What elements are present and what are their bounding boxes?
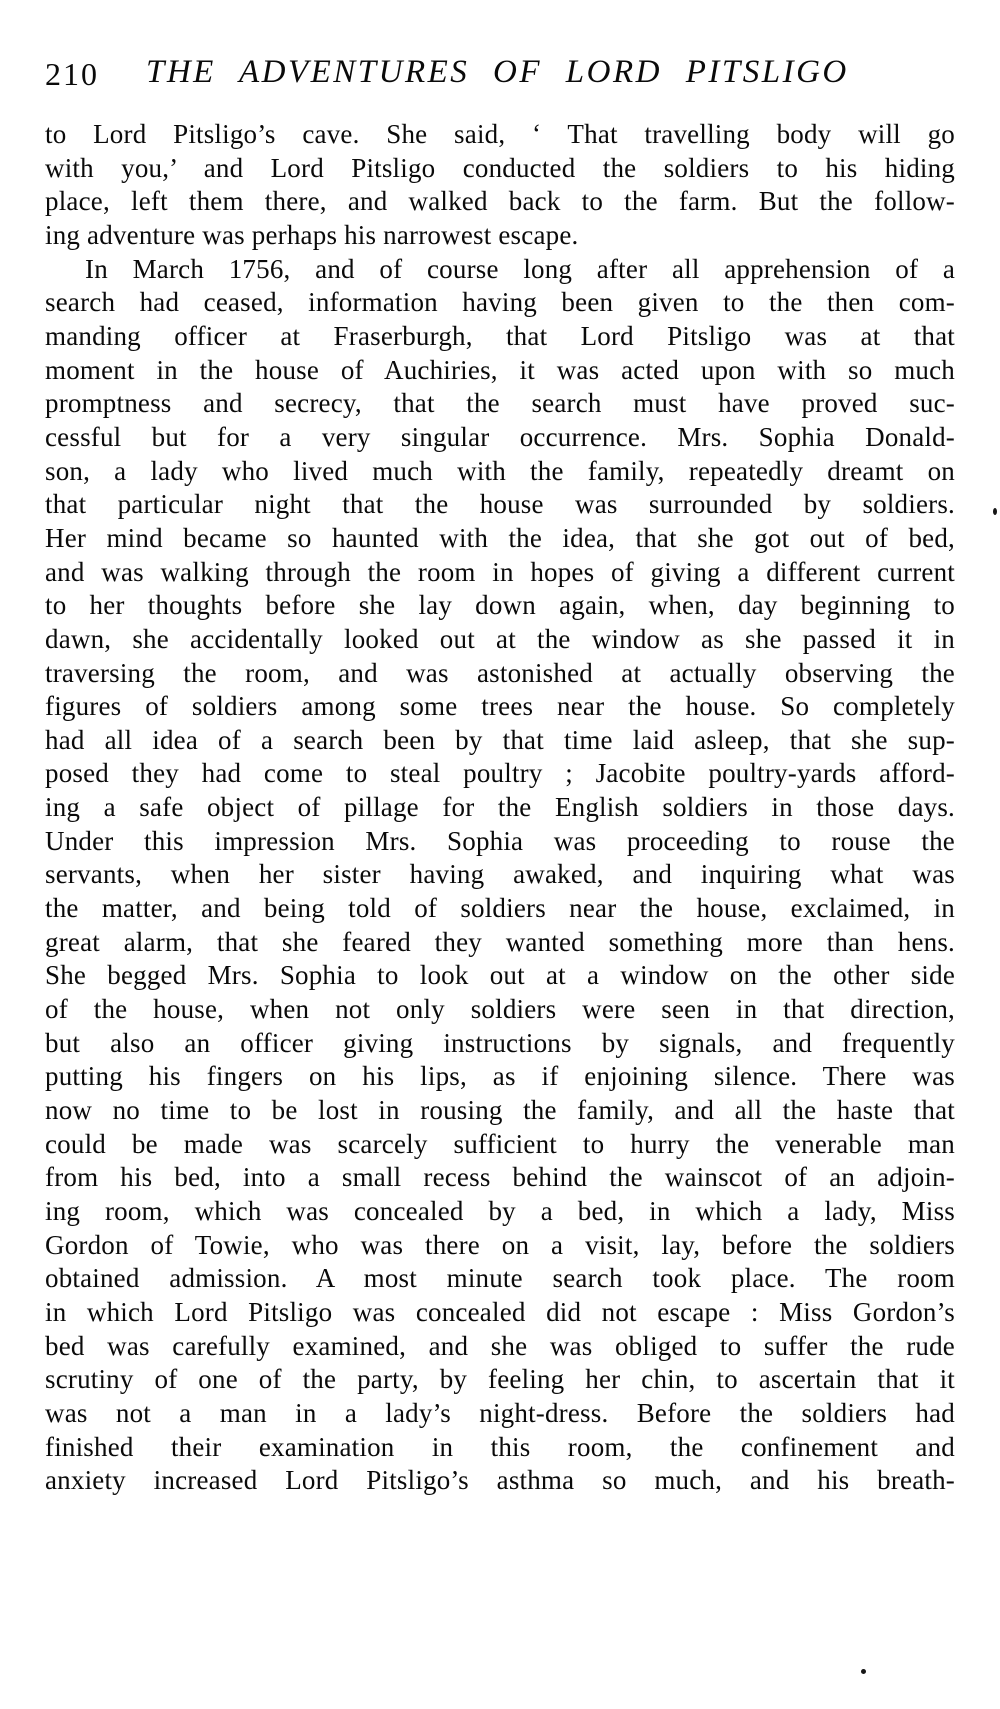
- text-line: had all idea of a search been by that time laid asleep, that she sup-: [45, 724, 955, 755]
- text-line: ing room, which was concealed by a bed, in which a lady, Miss: [45, 1196, 955, 1226]
- text-line: manding officer at Fraserburgh, that Lord Pitsligo was at that: [45, 320, 955, 351]
- text-line: search had ceased, information having been given to the then com-: [45, 287, 955, 318]
- text-line: Her mind became so haunted with the idea, that she got out of bed,: [45, 522, 955, 553]
- page-header: [0, 54, 1000, 96]
- text-line: putting his fingers on his lips, as if enjoining silence. There was: [45, 1061, 955, 1092]
- text-line: moment in the house of Auchiries, it was acted upon with so much: [45, 354, 955, 385]
- text-line: promptness and secrecy, that the search must have proved suc-: [45, 388, 955, 419]
- text-line: place, left them there, and walked back to the farm. But the follow-: [45, 186, 955, 217]
- text-line: figures of soldiers among some trees near the house. So completely: [45, 691, 955, 722]
- text-line: to her thoughts before she lay down again, when, day beginning to: [45, 590, 955, 621]
- text-line: She begged Mrs. Sophia to look out at a window on the other side: [45, 960, 955, 991]
- text-line: that particular night that the house was surrounded by soldiers.: [45, 489, 955, 520]
- text-block: [45, 118, 955, 1498]
- text-line: obtained admission. A most minute search took place. The room: [45, 1263, 955, 1294]
- text-line: and was walking through the room in hopes of giving a different current: [45, 556, 955, 587]
- text-line: ing adventure was perhaps his narrowest escape.: [45, 219, 579, 250]
- text-line: but also an officer giving instructions by signals, and frequently: [45, 1027, 955, 1058]
- text-line: In March 1756, and of course long after all apprehension of a: [85, 253, 955, 284]
- text-line: dawn, she accidentally looked out at the window as she passed it in: [45, 623, 955, 654]
- scan-speck: [861, 1669, 866, 1674]
- text-line: son, a lady who lived much with the family, repeatedly dreamt on: [45, 455, 955, 486]
- text-line: cessful but for a very singular occurrence. Mrs. Sophia Donald-: [45, 421, 955, 452]
- text-line: with you,’ and Lord Pitsligo conducted the soldiers to his hiding: [45, 152, 955, 183]
- text-line: anxiety increased Lord Pitsligo’s asthma so much, and his breath-: [45, 1465, 955, 1496]
- text-line: now no time to be lost in rousing the family, and all the haste that: [45, 1095, 955, 1126]
- text-line: to Lord Pitsligo’s cave. She said, ‘ That travelling body will go: [45, 119, 955, 149]
- text-line: the matter, and being told of soldiers near the house, exclaimed, in: [45, 893, 955, 924]
- text-line: Under this impression Mrs. Sophia was proceeding to rouse the: [45, 825, 955, 856]
- text-line: in which Lord Pitsligo was concealed did not escape : Miss Gordon’s: [45, 1296, 955, 1327]
- text-line: bed was carefully examined, and she was obliged to suffer the rude: [45, 1330, 955, 1361]
- text-line: servants, when her sister having awaked, and inquiring what was: [45, 859, 955, 890]
- text-line: could be made was scarcely sufficient to hurry the venerable man: [45, 1128, 955, 1159]
- page-number: 210: [45, 56, 99, 92]
- text-line: from his bed, into a small recess behind the wainscot of an adjoin-: [45, 1162, 955, 1193]
- text-line: scrutiny of one of the party, by feeling her chin, to ascertain that it: [45, 1364, 955, 1395]
- text-line: was not a man in a lady’s night-dress. Before the soldiers had: [45, 1397, 955, 1428]
- text-line: traversing the room, and was astonished at actually observing the: [45, 657, 955, 688]
- scan-speck: [993, 508, 997, 515]
- running-title: THE ADVENTURES OF LORD PITSLIGO: [146, 54, 849, 90]
- text-line: finished their examination in this room, the confinement and: [45, 1431, 955, 1462]
- text-line: great alarm, that she feared they wanted something more than hens.: [45, 926, 955, 957]
- text-line: of the house, when not only soldiers were seen in that direction,: [45, 994, 955, 1025]
- text-line: Gordon of Towie, who was there on a visit, lay, before the soldiers: [45, 1229, 955, 1260]
- text-line: posed they had come to steal poultry ; Jacobite poultry-yards afford-: [45, 758, 955, 789]
- text-line: ing a safe object of pillage for the English soldiers in those days.: [45, 792, 955, 823]
